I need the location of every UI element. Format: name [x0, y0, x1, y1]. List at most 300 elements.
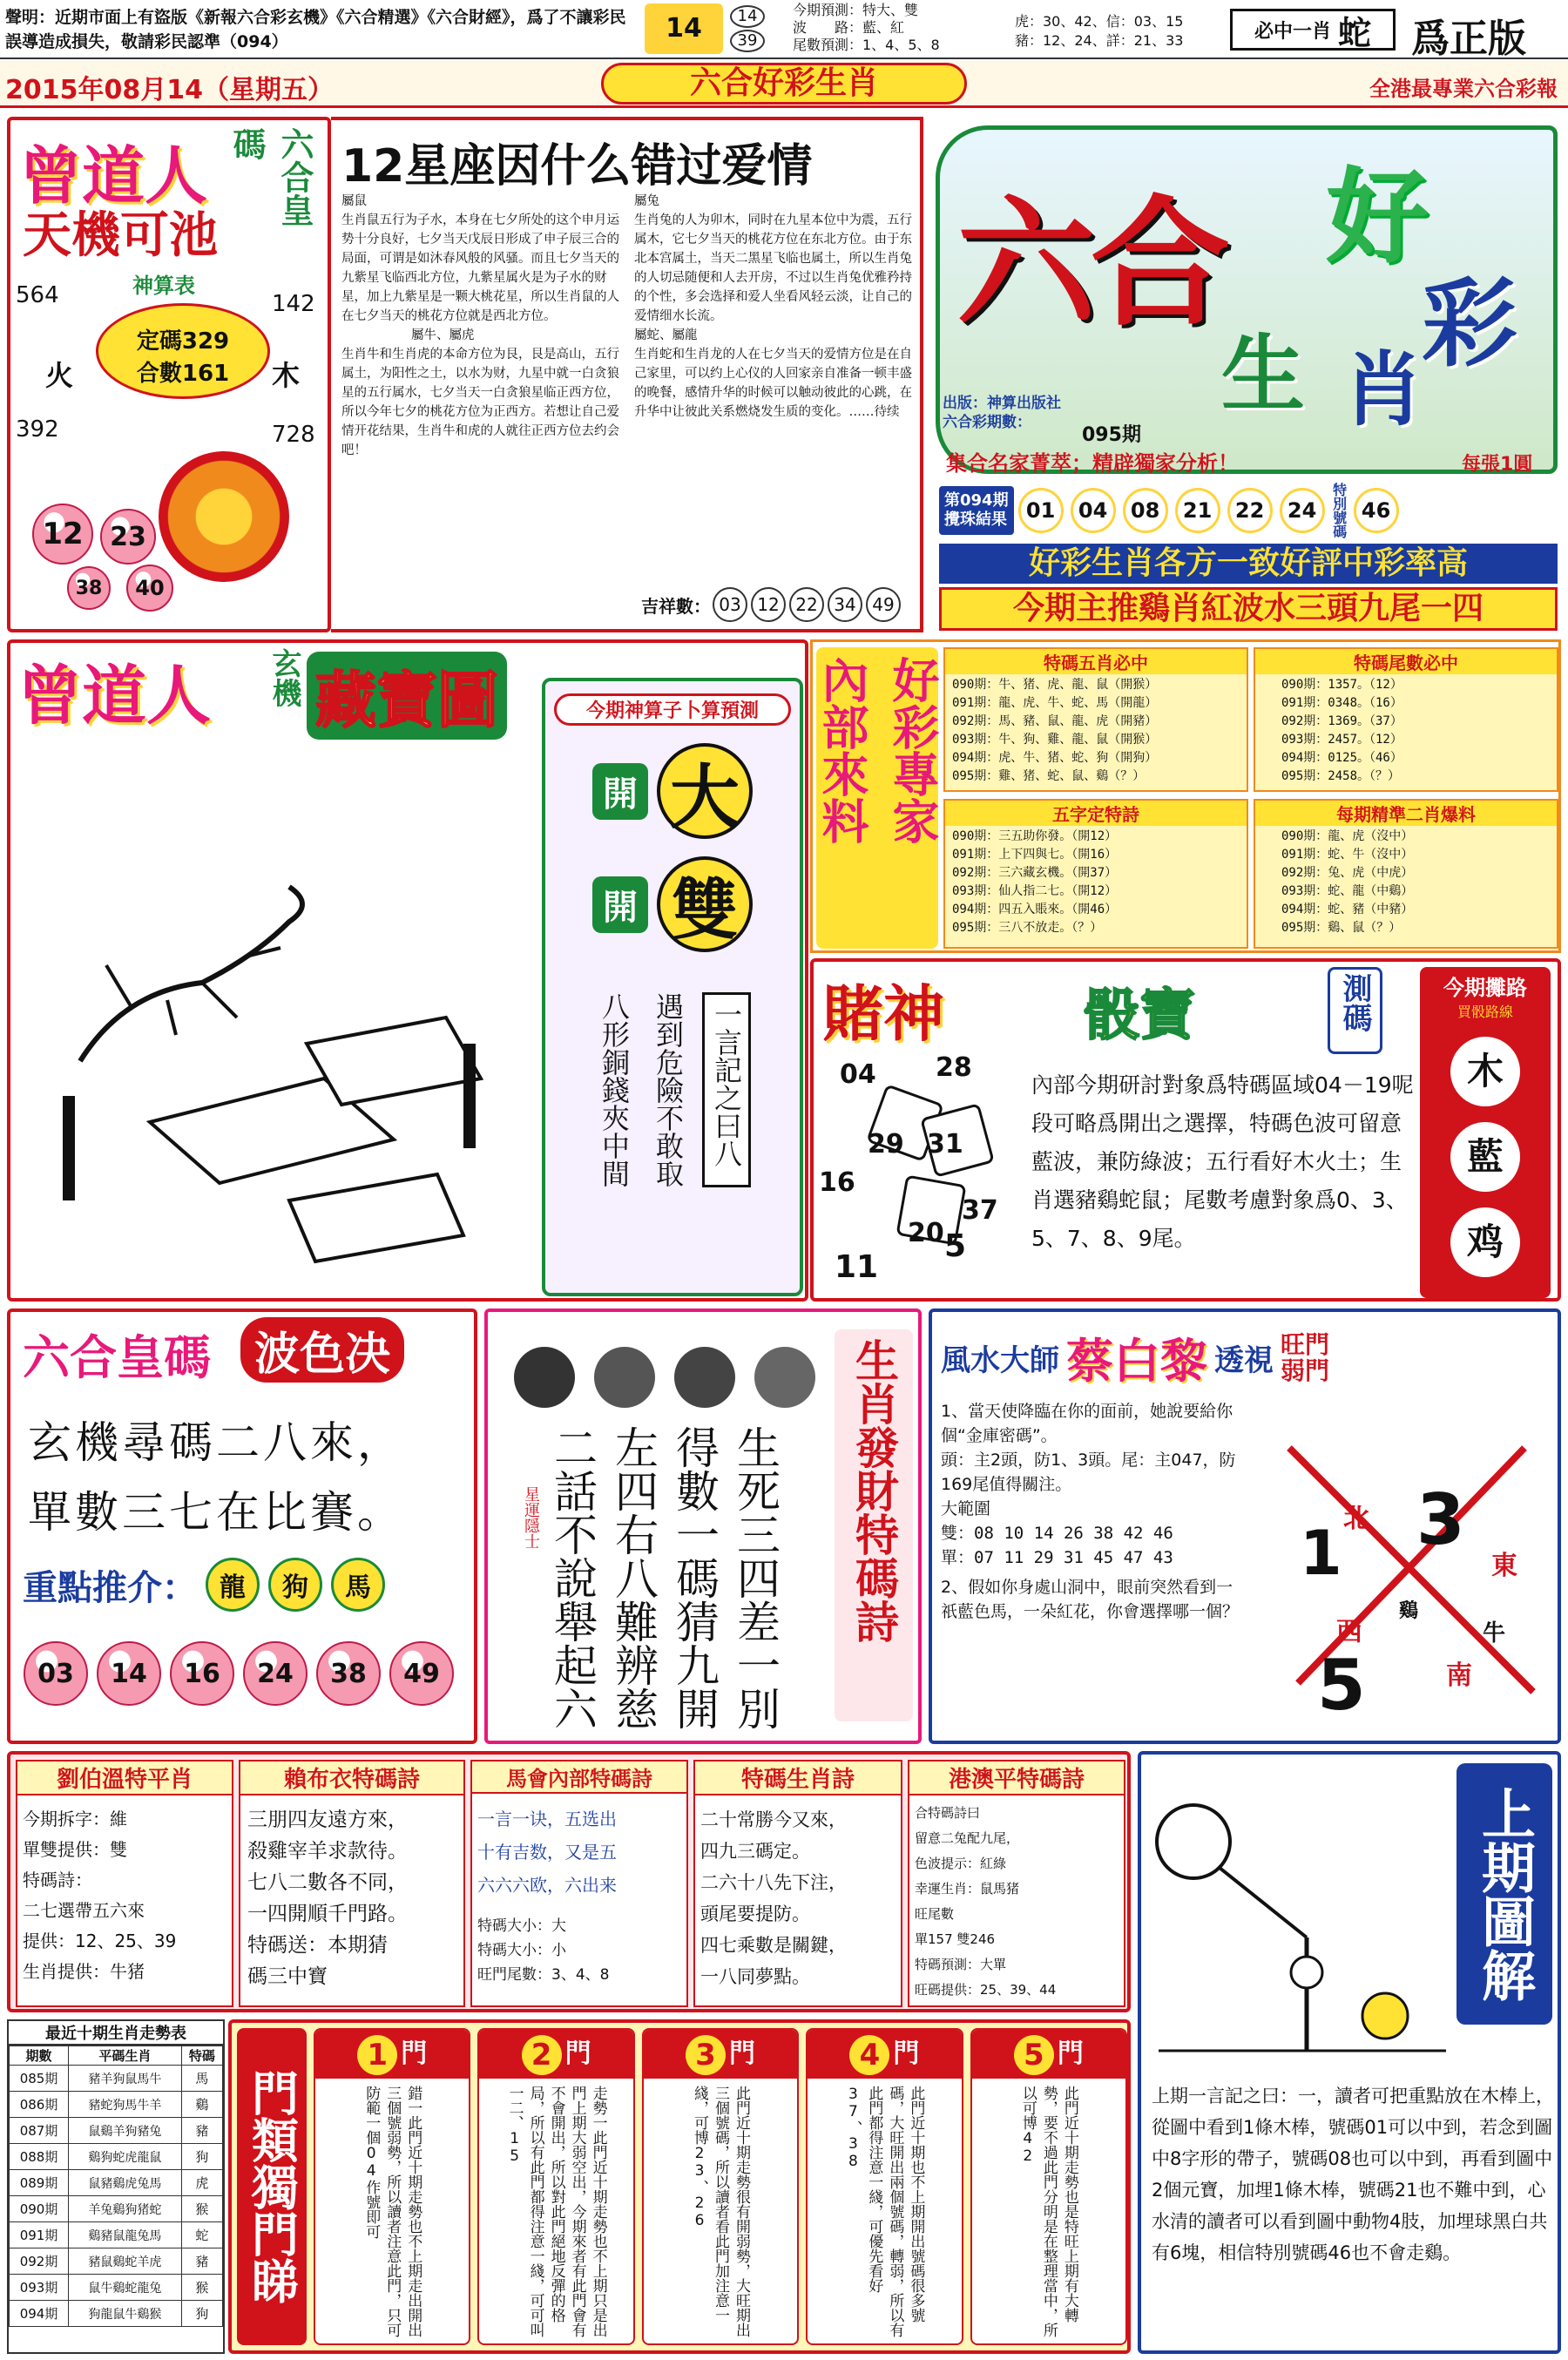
inner-table-title: 特碼尾數必中 — [1255, 649, 1557, 674]
trend-cell: 090期 — [10, 2196, 69, 2222]
inner-rows — [1255, 826, 1557, 939]
compass-num-5: 5 — [1317, 1645, 1366, 1726]
result-label: 第094期 攪珠結果 — [939, 486, 1014, 535]
issue-balls — [730, 5, 791, 52]
inner-row: 095期：鷄、鼠（？） — [1281, 921, 1402, 935]
trend-cell: 狗 — [181, 2301, 222, 2327]
dice-num: 37 — [962, 1195, 998, 1226]
result-ball: 08 — [1123, 488, 1168, 533]
lower-header: 特碼生肖詩 — [695, 1762, 901, 1795]
gate-header — [479, 2030, 632, 2079]
big-label: 大 — [657, 743, 753, 839]
fengshui-title: 風水大師 — [941, 1343, 1059, 1378]
wood-label: 木 — [272, 359, 301, 392]
gate-label: 門 — [564, 2039, 591, 2069]
result-ball: 01 — [1018, 488, 1064, 533]
inner-row: 094期：虎、牛、猪、蛇、狗（開狗） — [952, 751, 1158, 765]
poem-vertical — [545, 992, 800, 1187]
dice-title-3: 測碼 — [1328, 967, 1382, 1054]
zodiac-icon — [514, 1347, 575, 1408]
gate-number: 5 — [1014, 2035, 1054, 2075]
lower-body: 合特碼詩曰 留意二兔配九尾， 色波提示：紅綠 幸運生肖：鼠馬猪 旺尾數 單157 雙246 特碼預測：大單 旺碼提供：25、39、44 — [915, 1805, 1057, 1998]
inner-table-4 — [1254, 799, 1558, 949]
fengshui-even: 08 10 14 26 38 42 46 — [974, 1524, 1173, 1543]
inner-row: 095期：2458。（？） — [1281, 769, 1401, 783]
trend-row — [10, 2196, 223, 2222]
forecast-line: 波 路：藍、紅 — [793, 19, 905, 36]
wave-line-1: 玄機尋碼二八來， — [28, 1417, 404, 1468]
date-bar — [0, 61, 1568, 108]
lower-box-4 — [693, 1760, 902, 2007]
gate-label: 門 — [401, 2039, 428, 2069]
gate-header — [972, 2030, 1125, 2079]
fengshui-panel — [929, 1308, 1561, 1744]
mast-big-1: 六合 — [956, 182, 1226, 345]
num-564: 564 — [16, 282, 59, 308]
result-ball: 21 — [1175, 488, 1220, 533]
gate-number: 4 — [849, 2035, 889, 2075]
trend-cell: 089期 — [10, 2170, 69, 2196]
inner-row: 090期：1357。（12） — [1281, 678, 1402, 692]
gate-number: 1 — [357, 2035, 397, 2075]
lucky-row — [641, 587, 902, 622]
result-ball: 24 — [1280, 488, 1325, 533]
trend-row — [10, 2275, 223, 2301]
dice-panel — [810, 958, 1561, 1302]
route-item: 木 — [1450, 1037, 1520, 1106]
inner-row: 093期：仙人指二七。（開12） — [952, 884, 1118, 898]
pub-line: 出版：神算出版社 — [943, 395, 1061, 412]
sub-title: 天機可池 — [23, 207, 218, 264]
fengshui-title: 旺門弱門 — [1281, 1329, 1330, 1385]
dice-num: 16 — [819, 1167, 855, 1198]
inner-rows — [945, 674, 1247, 788]
poem-columns — [545, 1425, 782, 1730]
recommend-zodiac: 馬 — [331, 1558, 385, 1612]
poem-side-title: 生肖發財特碼詩 — [835, 1329, 913, 1721]
trend-header: 平碼生肖 — [69, 2046, 182, 2066]
article-body: 生肖蛇和生肖龙的人在七夕当天的爱情方位是在自己家里，可以约上心仪的人回家亲自准备一顿丰盛的晚餐，感情升华的时候可以触动彼此的心跳，在升华中让彼此关系燃烧发生质的变化。……待续 — [634, 348, 912, 419]
trend-cell: 豬 — [181, 2118, 222, 2144]
trend-row — [10, 2118, 223, 2144]
dice-title-1: 賭神 — [822, 978, 944, 1050]
ball-12: 12 — [32, 504, 93, 565]
article-body: 生肖兔的人为卯木，同时在九星本位中为震，五行属木，它七夕当天的桃花方位在东北方位。由于东北本宫属土，当天二黑星飞临也属土，所以生肖兔的人切忌随便和人去开房，不过以生肖兔优雅矜持的个性，多会选择和爱人坐看风轻云淡，让自己的爱情细水长流。 — [634, 213, 912, 323]
issue-ball-a: 14 — [730, 5, 765, 28]
dice-title-2: 骰寶 — [1084, 984, 1195, 1048]
lower-body-b: 特碼大小：大 特碼大小：小 旺門尾數：3、4、8 — [477, 1917, 610, 1984]
trend-row — [10, 2301, 223, 2327]
poem-col: 遇到危險不敢取 — [652, 992, 685, 1187]
fire-label: 火 — [45, 359, 74, 392]
poem-icons — [514, 1347, 815, 1408]
special-label: 特別號碼 — [1330, 483, 1348, 538]
code-box — [96, 303, 270, 399]
inner-row: 092期：兔、虎（中虎） — [1281, 866, 1414, 880]
open-row-2 — [545, 856, 800, 952]
wave-title: 六合皇碼 — [23, 1330, 211, 1385]
num-142: 142 — [272, 291, 315, 317]
poem-column: 二話不說舉起六 — [547, 1425, 598, 1730]
inner-row: 091期：龍、虎、牛、蛇、馬（開龍） — [952, 696, 1158, 710]
lower-header: 港澳平特碼詩 — [909, 1762, 1124, 1795]
lower-box-3 — [470, 1760, 688, 2007]
gate-header — [644, 2030, 797, 2079]
trend-cell: 093期 — [10, 2275, 69, 2301]
inner-row: 093期：蛇、龍（中鷄） — [1281, 884, 1414, 898]
puzzle-drawing — [1150, 1789, 1455, 2068]
gates-row — [314, 2028, 1127, 2345]
dice-text: 內部今期研討對象爲特碼區域04－19呢段可略爲開出之選擇，特碼色波可留意藍波，兼防綠波；五行看好木火土；生肖選豬鷄蛇鼠；尾數考慮對象爲0、3、5、7、8、9尾。 — [1031, 1072, 1414, 1251]
article — [331, 117, 923, 632]
treasure-title: 藏寶圖 — [307, 652, 507, 740]
trend-header: 期數 — [10, 2046, 69, 2066]
special-ball: 46 — [1354, 488, 1399, 533]
fengshui-name: 蔡白黎 — [1066, 1334, 1207, 1389]
trend-row — [10, 2144, 223, 2170]
inner-row: 092期：馬、豬、鼠、龍、虎（開豬） — [952, 714, 1158, 728]
compass-num-1: 1 — [1300, 1518, 1342, 1589]
puzzle-panel — [1138, 1751, 1561, 2354]
wave-ball: 38 — [316, 1641, 381, 1706]
inner-row: 092期：三六藏玄機。（開37） — [952, 866, 1118, 880]
wave-panel — [7, 1308, 477, 1744]
trend-cell: 094期 — [10, 2301, 69, 2327]
lower-body: 今期拆字：維 單雙提供：雙 特碼詩： 二七選帶五六來 提供：12、25、39 生肖提供：牛猪 — [23, 1809, 177, 1982]
poem-col: 八形銅錢夾中間 — [598, 992, 631, 1187]
compass-west: 西 — [1336, 1617, 1362, 1647]
slogan-text: 全港最專業六合彩報 — [1369, 77, 1558, 101]
dice-num: 31 — [927, 1129, 963, 1160]
dice-num: 04 — [840, 1059, 876, 1090]
gate-column — [314, 2028, 470, 2345]
code-line-1: 定碼329 — [136, 328, 230, 355]
compass-cow: 牛 — [1483, 1620, 1506, 1647]
route-title: 今期攤路 — [1443, 976, 1527, 1000]
top-left-panel — [7, 117, 331, 632]
mast-big-4: 生 — [1221, 326, 1305, 423]
trend-table — [9, 2046, 223, 2327]
gate-text: 此門近十期走勢很有開弱勢，大旺期出三個號碼，所以讀者看此門加注意一綫，可博23、26 — [691, 2086, 751, 2337]
forecast-block-2 — [1015, 12, 1224, 51]
lucky-number: 22 — [789, 587, 824, 622]
masthead — [934, 117, 1561, 632]
trend-cell: 狗 — [181, 2144, 222, 2170]
main-push-bar: 今期主推鷄肖紅波水三頭九尾一四 — [939, 587, 1558, 631]
num-728: 728 — [272, 422, 315, 448]
inner-table-title: 每期精準二肖爆料 — [1255, 801, 1557, 826]
inner-table-title: 五字定特詩 — [945, 801, 1247, 826]
poem-author: 星運隱士 — [522, 1486, 540, 1549]
date-text: 2015年08月14（星期五） — [5, 75, 334, 105]
even-label: 雙 — [657, 856, 753, 952]
fengshui-title: 透視 — [1214, 1343, 1274, 1378]
trend-cell: 豬鼠鷄蛇羊虎 — [69, 2248, 182, 2275]
recommend-row — [23, 1558, 385, 1612]
inner-table-title: 特碼五肖必中 — [945, 649, 1247, 674]
lucky-number: 03 — [713, 587, 747, 622]
trend-cell: 091期 — [10, 2222, 69, 2248]
route-box — [1420, 967, 1551, 1298]
gates-side: 門類獨門睇 — [237, 2028, 307, 2345]
gate-label: 門 — [729, 2039, 756, 2069]
trend-cell: 狗龍鼠牛鷄猴 — [69, 2301, 182, 2327]
inner-side-title: 好彩專家 — [885, 656, 940, 844]
route-item: 藍 — [1450, 1122, 1520, 1192]
trend-row — [10, 2092, 223, 2118]
forecast-line: 豬：12、24、詳：21、33 — [1015, 32, 1184, 49]
dice-num: 28 — [936, 1052, 972, 1083]
recommend-zodiac: 狗 — [268, 1558, 322, 1612]
trend-panel — [7, 2019, 225, 2354]
mast-big-5: 肖 — [1343, 343, 1424, 436]
ball-38: 38 — [67, 566, 111, 610]
pub-issue-number: 095 — [1082, 424, 1122, 446]
fengshui-a1: 頭：主2頭，防1、3頭。尾：主047，防169尾值得關注。 — [941, 1450, 1236, 1494]
article-title: 12星座因什么错过爱情 — [341, 140, 813, 193]
compass-center: 鷄 — [1399, 1600, 1419, 1622]
puzzle-text: 上期一言記之曰：一，讀者可把重點放在木棒上，從圖中看到1條木棒，號碼01可以中到，若念到圖中8字形的帶子，號碼08也可以中到，再看到圖中2個元寶，加埋1條木棒，號碼21也不難中到，心水清的讀者可以看到圖中動物4肢，加埋球黑白共有6塊，相信特別號碼46也不會走鷄。 — [1152, 2086, 1554, 2263]
mast-big-2: 好 — [1326, 157, 1429, 277]
dice-num: 20 — [908, 1218, 944, 1248]
gate-text: 走勢一此門近十期走勢也不上期只是出門上期大弱空出，今期來者有此門會有不會開出，所以對此門絕地反彈的格局，所以有此門都得注意一綫，可可叫一二、15 — [505, 2086, 607, 2337]
fengshui-header — [941, 1324, 1342, 1391]
article-head: 屬鼠 — [341, 194, 367, 208]
trend-cell: 鼠豬鷄虎兔馬 — [69, 2170, 182, 2196]
inner-table-2 — [1254, 647, 1558, 792]
trend-cell: 豬羊狗鼠馬牛 — [69, 2066, 182, 2092]
poem-column: 左四右八難辨慈 — [608, 1425, 659, 1730]
treasure-panel — [7, 639, 808, 1302]
article-col-1 — [341, 192, 620, 460]
lucky-number: 12 — [751, 587, 786, 622]
wave-badge: 波色决 — [240, 1317, 404, 1383]
wave-ball: 03 — [24, 1641, 88, 1706]
wave-ball: 24 — [243, 1641, 308, 1706]
inner-row: 093期：2457。（12） — [1281, 733, 1402, 747]
wave-ball: 49 — [389, 1641, 454, 1706]
inner-side — [816, 647, 938, 949]
dice-num: 5 — [944, 1228, 967, 1264]
trend-cell: 馬 — [181, 2066, 222, 2092]
trend-cell: 猴 — [181, 2275, 222, 2301]
treasure-xj: 玄機 — [267, 648, 301, 707]
gate-text: 錯一此門近十期走勢也不上期走出開出三個號弱勢，所以讀者注意此門，只可防範一個04作號即可 — [362, 2086, 422, 2337]
gate-number: 3 — [686, 2035, 726, 2075]
mast-big-3: 彩 — [1422, 268, 1517, 380]
open-label: 開 — [592, 763, 648, 820]
inner-side-title: 內部來料 — [814, 656, 869, 844]
wave-balls — [19, 1641, 458, 1706]
fengshui-text: 1、當天使降臨在你的面前，她說要給你個“金庫密碼”。 頭：主2頭，防1、3頭。尾：主047，防169尾值得關注。 大範圍 雙：08 10 14 26 38 42 46 單：07 11 29 31 45 47 43 2、假如你身處山洞中，眼前突然看到一祇藍色馬，一朵紅花，你會選擇哪一個？ — [941, 1399, 1246, 1624]
issue-ball-b: 39 — [730, 30, 765, 52]
inner-row: 095期：雞、猪、蛇、鼠、鷄（？） — [952, 769, 1146, 783]
lower-body: 二十常勝今又來， 四九三碼定。 二六十八先下注， 頭尾要提防。 四七乘數是關鍵， 一八同夢點。 — [700, 1809, 847, 1987]
inner-panel — [810, 639, 1561, 953]
inner-row: 091期：蛇、牛（沒中） — [1281, 848, 1414, 862]
route-subtitle: 買骰路線 — [1456, 1004, 1513, 1020]
compass-east: 東 — [1491, 1551, 1517, 1581]
article-body: 生肖牛和生肖虎的本命方位为艮，艮是高山，五行属土，为阳性之土，以水为财，九星中就一白贪狼星的五行属水，七夕当天一白贪狼星临正西方位，所以今年七夕的桃花方位为正西方。若想让自己爱情开花结果，生肖牛和虎的人就往正西方位去约会吧！ — [341, 348, 619, 457]
inner-row: 094期：蛇、豬（中豬） — [1281, 903, 1414, 916]
compass-south: 南 — [1446, 1660, 1472, 1691]
result-row — [939, 483, 1558, 538]
forecast-line: 今期預測：特大、雙 — [793, 2, 919, 18]
trend-cell: 鷄豬鼠龍兔馬 — [69, 2222, 182, 2248]
lower-header: 馬會內部特碼詩 — [472, 1762, 686, 1794]
poem-column: 得數一碼猜九開 — [669, 1425, 720, 1730]
forecast-block — [793, 2, 1010, 54]
result-ball: 04 — [1071, 488, 1116, 533]
fengshui-range: 大範圍 — [941, 1499, 991, 1518]
compass-north: 北 — [1343, 1504, 1369, 1534]
trend-title: 最近十期生肖走勢表 — [9, 2021, 223, 2046]
fengshui-q2: 2、假如你身處山洞中，眼前突然看到一祇藍色馬，一朵紅花，你會選擇哪一個？ — [941, 1578, 1240, 1621]
trend-row — [10, 2170, 223, 2196]
trend-cell: 086期 — [10, 2092, 69, 2118]
gate-header — [808, 2030, 961, 2079]
fengshui-q1: 1、當天使降臨在你的面前，她說要給你個“金庫密碼”。 — [941, 1402, 1233, 1445]
forecast-line: 尾數預測：1、4、5、8 — [793, 37, 940, 53]
pub-block — [943, 394, 1061, 432]
wave-ball: 16 — [170, 1641, 234, 1706]
must-zodiac: 蛇 — [1338, 13, 1372, 52]
recommend-label: 重點推介： — [23, 1567, 197, 1608]
lower-header: 賴布衣特碼詩 — [240, 1762, 463, 1795]
ornament — [159, 451, 289, 582]
zodiac-icon — [674, 1347, 735, 1408]
trend-cell: 087期 — [10, 2118, 69, 2144]
trend-cell: 蛇 — [181, 2222, 222, 2248]
inner-rows — [945, 826, 1247, 939]
lower-box-1 — [16, 1760, 233, 2007]
wave-line-2: 單數三七在比賽。 — [28, 1487, 404, 1538]
trend-row — [10, 2248, 223, 2275]
inner-rows — [1255, 674, 1557, 788]
gates-panel — [228, 2019, 1131, 2354]
inner-row: 094期：四五入賬來。（開46） — [952, 903, 1118, 916]
slogan-2: 集合名家菁萃；精辟獨家分析！ — [946, 451, 1239, 476]
forecast-line: 虎：30、42、信：03、15 — [1015, 13, 1184, 30]
article-body: 生肖鼠五行为子水，本身在七夕所处的这个申月运势十分良好，七夕当天戊辰日形成了申子辰三合的局面，可谓是如沐春风般的风骚。而且七夕当天的九紫星飞临西北方位，九紫星属火是为子水的财星，加上九紫星是一颗大桃花星，所以生肖鼠的人在七夕当天的桃花方位就是西北方位。 — [341, 213, 619, 323]
lucky-number: 34 — [828, 587, 862, 622]
genuine-label: 爲正版 — [1411, 17, 1526, 61]
zodiac-icon — [594, 1347, 655, 1408]
poem-panel — [484, 1308, 922, 1744]
issue-top: 14 — [666, 13, 702, 44]
open-label: 開 — [592, 876, 648, 933]
num-392: 392 — [16, 416, 59, 443]
compass-num-3: 3 — [1416, 1479, 1465, 1560]
lower-box-2 — [239, 1760, 465, 2007]
gate-column — [970, 2028, 1127, 2345]
brand-title: 曾道人 — [19, 139, 208, 213]
header — [0, 0, 1568, 59]
trend-cell: 猴 — [181, 2196, 222, 2222]
treasure-drawing — [28, 747, 551, 1288]
prediction-title: 今期神算子卜算預測 — [554, 693, 791, 726]
trend-cell: 092期 — [10, 2248, 69, 2275]
inner-table-1 — [943, 647, 1248, 792]
trend-cell: 羊兔鷄狗猪蛇 — [69, 2196, 182, 2222]
inner-row: 090期：龍、虎（沒中） — [1281, 829, 1414, 843]
issue-logo — [645, 3, 723, 54]
inner-row: 095期：三八不放走。（？） — [952, 921, 1103, 935]
banner-title: 六合好彩生肖 — [601, 63, 967, 105]
must-label: 必中一肖 — [1254, 20, 1331, 43]
prediction-box — [542, 678, 803, 1296]
lucky-label: 吉祥數： — [641, 595, 711, 617]
lucky-number: 49 — [866, 587, 901, 622]
side-title: 六合皇碼 — [227, 127, 314, 227]
wave-ball: 14 — [97, 1641, 161, 1706]
gate-header — [315, 2030, 469, 2079]
trend-cell: 豬 — [181, 2248, 222, 2275]
result-ball: 22 — [1227, 488, 1273, 533]
trend-row — [10, 2066, 223, 2092]
code-line-2: 合數161 — [136, 361, 230, 387]
dice-num: 29 — [868, 1129, 904, 1160]
inner-row: 090期：三五助你發。（開12） — [952, 829, 1118, 843]
trend-cell: 085期 — [10, 2066, 69, 2092]
trend-cell: 088期 — [10, 2144, 69, 2170]
lower-box-5 — [908, 1760, 1125, 2007]
trend-cell: 豬蛇狗馬牛羊 — [69, 2092, 182, 2118]
inner-row: 092期：1369。（37） — [1281, 714, 1402, 728]
price-label: 每張1圓 — [1462, 454, 1533, 476]
lower-body: 三朋四友遠方來， 殺雞宰羊求款待。 七八二數各不同， 一四開順千門路。 特碼送：本期猜 碼三中寶 — [247, 1809, 408, 1988]
lower-header: 劉伯溫特平肖 — [17, 1762, 232, 1795]
gate-column — [642, 2028, 799, 2345]
gate-column — [477, 2028, 634, 2345]
lower-body: 一言一诀，五选出 十有吉数，又是五 六六六欧，六出来 — [477, 1809, 617, 1896]
inner-row: 091期：0348。（16） — [1281, 696, 1402, 710]
dice-num: 11 — [835, 1249, 879, 1285]
zodiac-icon — [754, 1347, 815, 1408]
gate-text: 此門近十期走勢也是特旺上期有大轉勢，要不過此門分明是在整理當中，所以可博42 — [1018, 2086, 1078, 2337]
article-head: 屬牛、屬虎 — [411, 328, 475, 342]
gate-text: 此門近十期也不上期開出號碼很多號碼，大旺開出兩個號碼，轉弱，所以有此門都得注意一綫，可優先看好37、38 — [844, 2086, 925, 2337]
gate-column — [806, 2028, 963, 2345]
inner-row: 090期：牛、猪、虎、龍、鼠（開猴） — [952, 678, 1158, 692]
ball-40: 40 — [126, 565, 173, 612]
pub-issue-unit: 期 — [1121, 424, 1141, 446]
recommend-zodiac: 龍 — [206, 1558, 260, 1612]
inner-row: 094期：0125。（46） — [1281, 751, 1402, 765]
inner-row: 093期：牛、狗、雞、龍、鼠（開猴） — [952, 733, 1158, 747]
trend-cell: 鷄狗蛇虎龍鼠 — [69, 2144, 182, 2170]
poem-column: 生死三四差一別 — [730, 1425, 781, 1730]
notice-text: 聲明：近期市面上有盜版《新報六合彩玄機》《六合精選》《六合財經》，爲了不讓彩民誤導造成損失，敬請彩民認準（094） — [5, 8, 626, 51]
praise-bar: 好彩生肖各方一致好評中彩率高 — [939, 544, 1558, 584]
trend-header: 特碼 — [181, 2046, 222, 2066]
trend-cell: 鼠鷄羊狗豬兔 — [69, 2118, 182, 2144]
article-col-2 — [634, 192, 913, 422]
puzzle-title: 上期圖解 — [1456, 1763, 1552, 2025]
poem-col: 一言記之曰八 — [702, 992, 751, 1187]
trend-cell: 鷄 — [181, 2092, 222, 2118]
pub-issue — [1082, 420, 1141, 447]
trend-cell: 虎 — [181, 2170, 222, 2196]
must-box — [1230, 9, 1396, 51]
gate-label: 門 — [893, 2039, 920, 2069]
fengshui-odd: 07 11 29 31 45 47 43 — [974, 1548, 1173, 1567]
article-head: 屬蛇、屬龍 — [634, 328, 698, 342]
trend-row — [10, 2222, 223, 2248]
gate-number: 2 — [522, 2035, 562, 2075]
open-row-1 — [545, 743, 800, 839]
treasure-brand: 曾道人 — [17, 659, 211, 734]
